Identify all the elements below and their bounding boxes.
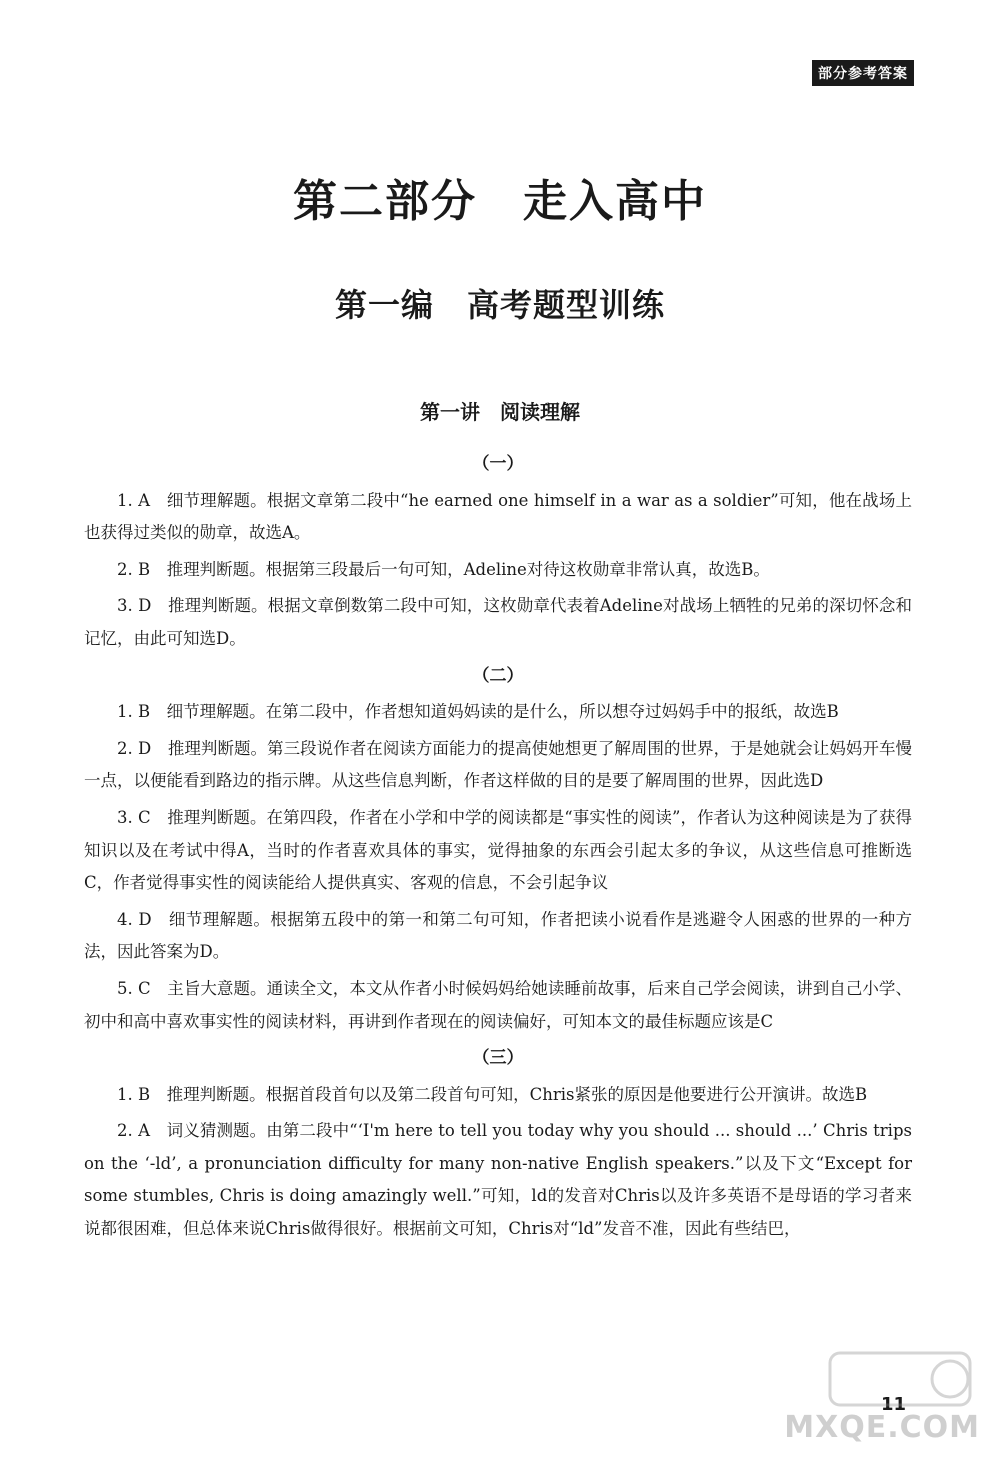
group-title: （二） [472, 665, 524, 686]
group-title: （三） [472, 1048, 524, 1069]
answer-item: 3. C 推理判断题。在第四段，作者在小学和中学的阅读都是“事实性的阅读”，作者认为这种阅读是为了获得知识以及在考试中得A，当时的作者喜欢具体的事实，觉得抽象的东西会引起太多的争议，从这些信息可推断选C，作者觉得事实性的阅读能给人提供真实、客观的信息，不会引起争议 [84, 807, 912, 893]
header-section-tag: 部分参考答案 [812, 60, 914, 86]
answer-item: 5. C 主旨大意题。通读全文，本文从作者小时候妈妈给她读睡前故事，后来自己学会阅读，讲到自己小学、初中和高中喜欢事实性的阅读材料，再讲到作者现在的阅读偏好，可知本文的最佳标题应该是C [84, 978, 912, 1031]
answer-item: 2. A 词义猜测题。由第二段中“‘I'm here to tell you today why you should ... should ...’ Chris trips on the ‘-ld’, a pronunciation difficulty for many non-native English speakers.”以及下文“Except for some stumbles, Chris is doing amazingly well.”可知，ld的发音对Chris以及许多英语不是母语的学习者来说都很困难，但总体来说Chris做得很好。根据前文可知，Chris对“ld”发音不准，因此有些结巴， [84, 1121, 912, 1239]
page-number: 11 [880, 1394, 906, 1415]
answer-group-2 [84, 660, 912, 1039]
answer-group-3 [84, 1042, 912, 1246]
answer-group-1 [84, 448, 912, 656]
answer-item: 1. B 细节理解题。在第二段中，作者想知道妈妈读的是什么，所以想夺过妈妈手中的报纸，故选B [117, 702, 839, 722]
answer-content [84, 448, 912, 1250]
answer-item: 2. D 推理判断题。第三段说作者在阅读方面能力的提高使她想更了解周围的世界，于是她就会让妈妈开车慢一点，以便能看到路边的指示牌。从这些信息判断，作者这样做的目的是要了解周围的世界，因此选D [84, 738, 912, 791]
answer-item: 1. A 细节理解题。根据文章第二段中“he earned one himself in a war as a soldier”可知，他在战场上也获得过类似的勋章，故选A。 [84, 490, 912, 543]
lecture-title: 第一讲 阅读理解 [420, 400, 580, 424]
answer-item: 4. D 细节理解题。根据第五段中的第一和第二句可知，作者把读小说看作是逃避令人困惑的世界的一种方法，因此答案为D。 [84, 909, 912, 962]
section-title: 第一编 高考题型训练 [334, 286, 665, 324]
part-title: 第二部分 走入高中 [293, 176, 707, 227]
group-title: （一） [472, 454, 524, 474]
answer-item: 3. D 推理判断题。根据文章倒数第二段中可知，这枚勋章代表着Adeline对战场上牺牲的兄弟的深切怀念和记忆，由此可知选D。 [84, 596, 912, 648]
answer-item: 2. B 推理判断题。根据第三段最后一句可知，Adeline对待这枚勋章非常认真，故选B。 [117, 559, 770, 579]
watermark-text: MXQE.COM [784, 1410, 980, 1445]
answer-item: 1. B 推理判断题。根据首段首句以及第二段首句可知，Chris紧张的原因是他要进行公开演讲。故选B [117, 1084, 868, 1104]
